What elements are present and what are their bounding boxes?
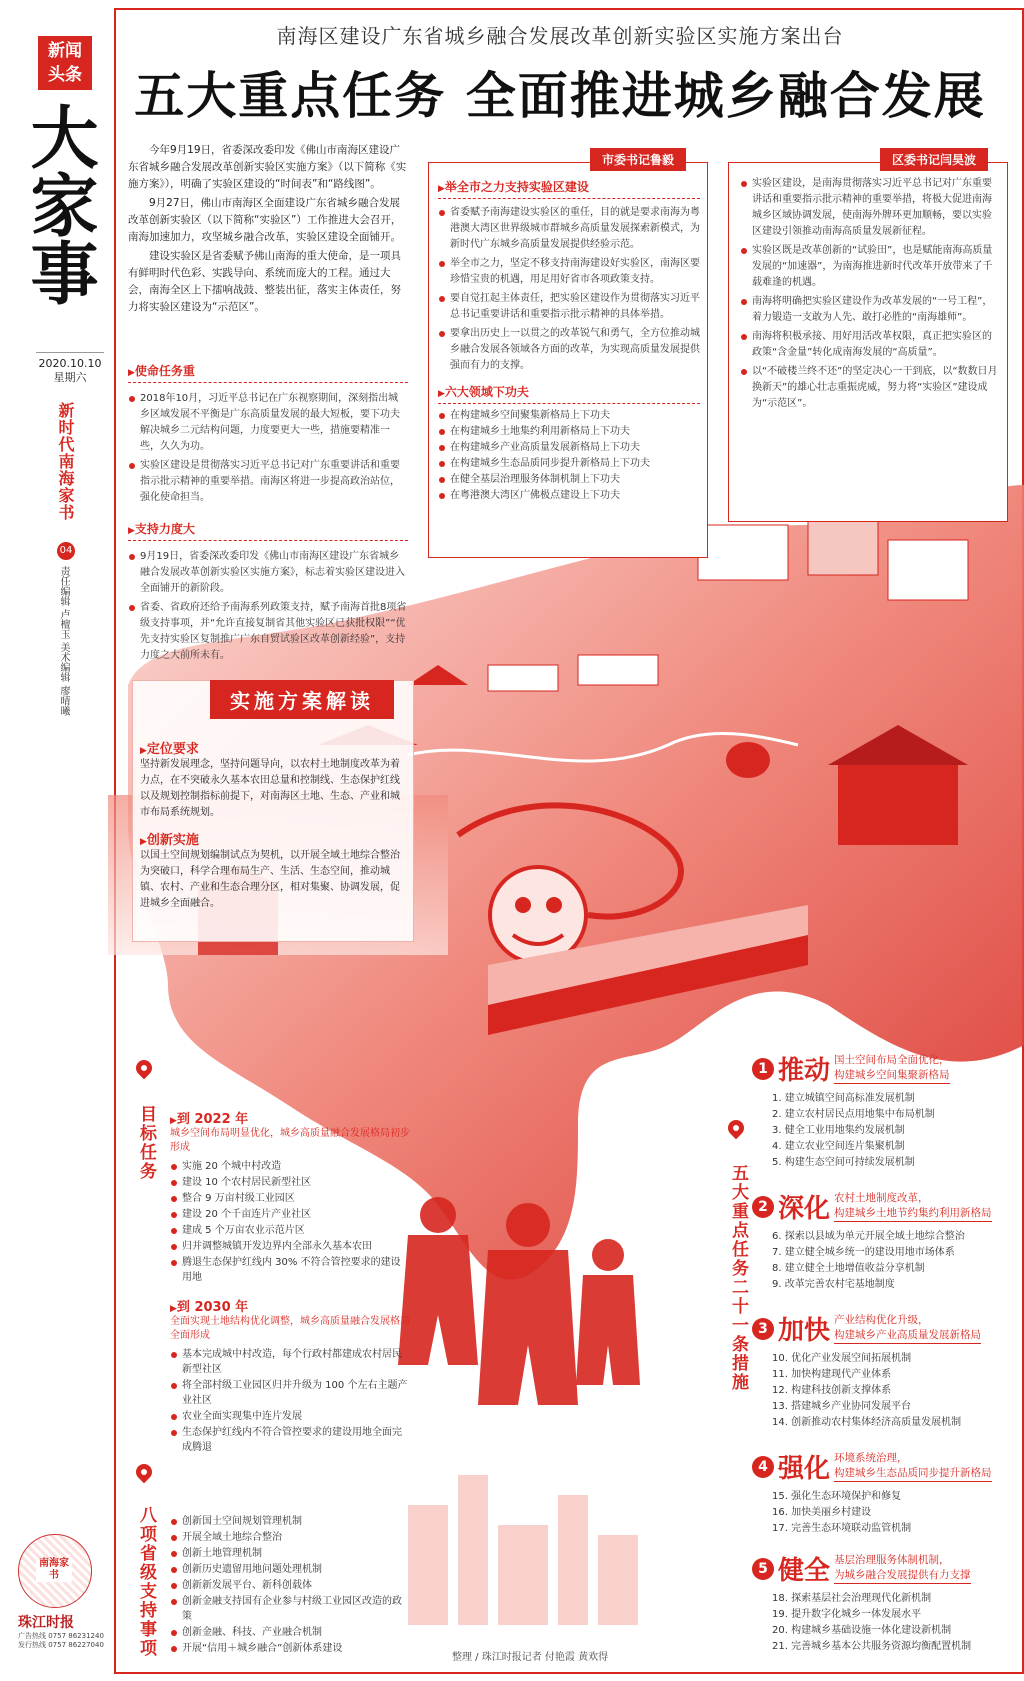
task-4 — [752, 1448, 1014, 1537]
mission-item: 2018年10月，习近平总书记在广东视察期间，深刻指出城乡区域发展不平衡是广东高质量发展的最大短板，要下功夫解决城乡二元结构问题，力度要更大一些，措施要精准一些，久久为功。 — [128, 391, 408, 455]
page-number: 04 — [57, 542, 75, 560]
district-box-item: 实验区建设，是南海贯彻落实习近平总书记对广东重要讲话和重要指示批示精神的重要举措，将极大促进南海城乡区域协调发展，使南海外牌环更加顺畅，要以实验区建设引领推动南海高质量发展新征程。 — [740, 176, 998, 240]
task-measure: 3. 健全工业用地集约发展机制 — [772, 1125, 905, 1136]
task-number: 4 — [752, 1456, 774, 1478]
interpretation-content — [140, 738, 402, 914]
task-1 — [752, 1050, 1014, 1171]
city-box-item: 省委赋予南海建设实验区的重任，目的就是要求南海为粤港澳大湾区世界级城市群城乡高质量发展探索新模式，为新时代广东城乡高质量发展提供经验示范。 — [438, 205, 700, 253]
year-2022-title: ▶ 到 2022 年 — [170, 1108, 410, 1127]
mission-item: 实验区建设是贯彻落实习近平总书记对广东重要讲话和重要指示批示精神的重要举措。南海区将进一步提高政治站位，强化使命担当。 — [128, 458, 408, 506]
badge-line-2: 头条 — [48, 65, 82, 85]
issue-date — [36, 352, 104, 385]
task-2 — [752, 1188, 1014, 1293]
task-description — [834, 1451, 992, 1482]
task-measure: 21. 完善城乡基本公共服务资源均衡配置机制 — [772, 1641, 972, 1652]
province-support-item: 创新金融、科技、产业融合机制 — [170, 1625, 410, 1640]
six-areas-item: 在构建城乡土地集约利用新格局上下功夫 — [438, 424, 700, 439]
year-2030-item: 生态保护红线内不符合管控要求的建设用地全面完成腾退 — [170, 1425, 410, 1455]
support-item: 9月19日，省委深改委印发《佛山市南海区建设广东省城乡融合发展改革创新实验区实施方案》，标志着实验区建设进入全面铺开的新阶段。 — [128, 549, 408, 597]
task-3 — [752, 1310, 1014, 1431]
task-measure: 16. 加快美丽乡村建设 — [772, 1507, 872, 1518]
task-desc-line: 国土空间布局全面优化， — [834, 1054, 950, 1066]
task-5 — [752, 1550, 1014, 1655]
newspaper-info — [18, 1632, 104, 1650]
city-box-item: 举全市之力，坚定不移支持南海建设好实验区，南海区要珍惜宝贵的机遇，用足用好省市各项政策支持。 — [438, 256, 700, 288]
task-measure: 4. 建立农业空间连片集聚机制 — [772, 1141, 905, 1152]
mission-title: ▶ 使命任务重 — [128, 362, 408, 383]
city-secretary-tag: 市委书记鲁毅 — [590, 148, 686, 171]
subtitle: 南海区建设广东省城乡融合发展改革创新实验区实施方案出台 — [276, 24, 844, 48]
distribution-hotline: 发行热线 0757 86227040 — [18, 1641, 104, 1649]
task-measure: 10. 优化产业发展空间拓展机制 — [772, 1353, 912, 1364]
ad-hotline: 广告热线 0757 86231240 — [18, 1632, 104, 1640]
task-desc-line: 基层治理服务体制机制， — [834, 1554, 950, 1566]
task-verb: 强化 — [778, 1454, 831, 1484]
task-desc-line: 环境系统治理， — [834, 1452, 908, 1464]
city-box-item: 要自觉扛起主体责任，把实验区建设作为贯彻落实习近平总书记重要讲话和重要指示批示精神的具体举措。 — [438, 291, 700, 323]
task-description — [834, 1191, 992, 1222]
task-measure: 12. 构建科技创新支撑体系 — [772, 1385, 892, 1396]
task-desc-line: 产业结构优化升级， — [834, 1314, 929, 1326]
six-areas-item: 在构建城乡空间聚集新格局上下功夫 — [438, 408, 700, 423]
year-2030-item: 将全部村级工业园区归并升级为 100 个左右主题产业社区 — [170, 1378, 410, 1408]
task-measure: 7. 建立健全城乡统一的建设用地市场体系 — [772, 1247, 955, 1258]
district-box-item: 南海将积极承接、用好用活改革权限，真正把实验区的政策“含金量”转化成南海发展的“高质量”。 — [740, 329, 998, 361]
task-measure: 11. 加快构建现代产业体系 — [772, 1369, 892, 1380]
task-desc-line: 构建城乡生态品质同步提升新格局 — [834, 1467, 992, 1479]
task-description — [834, 1053, 950, 1084]
year-2030-item: 基本完成城中村改造，每个行政村都建成农村居民新型社区 — [170, 1347, 410, 1377]
task-number: 3 — [752, 1318, 774, 1340]
six-areas-item: 在构建城乡产业高质量发展新格局上下功夫 — [438, 440, 700, 455]
column-name: 新时代南海家书 — [56, 402, 75, 521]
task-verb: 推动 — [778, 1056, 831, 1086]
year-2022-item: 整合 9 万亩村级工业园区 — [170, 1191, 410, 1206]
task-desc-line: 构建城乡产业高质量发展新格局 — [834, 1329, 982, 1341]
task-verb: 深化 — [778, 1194, 831, 1224]
province-support-item: 创新国土空间规划管理机制 — [170, 1514, 410, 1529]
support-section — [128, 520, 408, 667]
province-support-item: 创新土地管理机制 — [170, 1546, 410, 1561]
position-title: ▶ 定位要求 — [140, 738, 402, 757]
year-2022-item: 建成 5 个万亩农业示范片区 — [170, 1223, 410, 1238]
year-2022-desc: 城乡空间布局明显优化，城乡高质量融合发展格局初步形成 — [170, 1128, 410, 1153]
task-verb: 加快 — [778, 1316, 831, 1346]
year-2030-desc: 全面实现土地结构优化调整，城乡高质量融合发展格局全面形成 — [170, 1316, 410, 1341]
mission-section — [128, 362, 408, 509]
city-box-item: 要拿出历史上一以贯之的改革锐气和勇气，全方位推动城乡融合发展各领域各方面的改革，为实现高质量发展提供强而有力的支撑。 — [438, 326, 700, 374]
left-sidebar — [0, 0, 108, 1681]
position-text: 坚持新发展理念，坚持问题导向，以农村土地制度改革为着力点，在不突破永久基本农田总量和控制线、生态保护红线以及规划控制指标前提下，对南海区土地、生态、产业和城市布局系统规划。 — [140, 759, 400, 818]
year-2022-item: 实施 20 个城中村改造 — [170, 1159, 410, 1174]
task-verb: 健全 — [778, 1556, 831, 1586]
six-areas-item: 在健全基层治理服务体制机制上下功夫 — [438, 472, 700, 487]
task-measure: 2. 建立农村居民点用地集中布局机制 — [772, 1109, 935, 1120]
province-support-item: 开展全域土地综合整治 — [170, 1530, 410, 1545]
intro-paragraph: 建设实验区是省委赋予佛山南海的重大使命，是一项具有鲜明时代色彩、实践导向、系统而庞大的工程。通过大会，南海全区上下擂响战鼓、整装出征，落实主体责任，努力将实验区建设为“示范区”。 — [128, 250, 401, 313]
year-2022-item: 建设 20 个千亩连片产业社区 — [170, 1207, 410, 1222]
task-description — [834, 1313, 981, 1344]
date-text: 2020.10.10 — [38, 357, 102, 370]
newspaper-logo: 珠江时报 — [18, 1615, 74, 1631]
district-box-item: 以“不破楼兰终不还”的坚定决心一干到底，以“数数日月换新天”的雄心壮志重振虎威，努力将“实验区”建设成为“示范区”。 — [740, 364, 998, 412]
support-title: ▶ 支持力度大 — [128, 520, 408, 541]
interpretation-banner: 实施方案解读 — [210, 680, 394, 719]
task-measure: 20. 构建城乡基础设施一体化建设新机制 — [772, 1625, 952, 1636]
six-areas-title: ▶ 六大领域下功夫 — [438, 383, 700, 404]
province-support-label: 八项省级支持事项 — [136, 1506, 156, 1658]
province-support-item: 开展“信用＋城乡融合”创新体系建设 — [170, 1641, 410, 1656]
district-box-item: 实验区既是改革创新的“试验田”，也是赋能南海高质量发展的“加速器”，为南海推进新时代改革开放带来了千载难逢的机遇。 — [740, 243, 998, 291]
intro-paragraph: 9月27日，佛山市南海区全面建设广东省城乡融合发展改革创新实验区（以下简称“实验区”）工作推进大会召开，南海加速加力，攻坚城乡融合改革，实验区建设全面铺开。 — [128, 197, 402, 243]
task-desc-line: 为城乡融合发展提供有力支撑 — [834, 1569, 971, 1581]
intro-text — [128, 142, 408, 318]
six-areas-item: 在构建城乡生态品质同步提升新格局上下功夫 — [438, 456, 700, 471]
province-support-item: 创新历史遗留用地问题处理机制 — [170, 1562, 410, 1577]
task-number: 2 — [752, 1196, 774, 1218]
city-secretary-content — [438, 178, 700, 504]
task-desc-line: 构建城乡土地节约集约利用新格局 — [834, 1207, 992, 1219]
innovation-title: ▶ 创新实施 — [140, 829, 402, 848]
district-secretary-tag: 区委书记闫昊波 — [880, 148, 988, 171]
goals-content — [170, 1108, 410, 1456]
task-description — [834, 1553, 971, 1584]
five-tasks-label: 五大重点任务二十一条措施 — [728, 1164, 748, 1392]
district-box-item: 南海将明确把实验区建设作为改革发展的“一号工程”，着力锻造一支敢为人先、敢打必胜的“南海雄师”。 — [740, 294, 998, 326]
task-measure: 9. 改革完善农村宅基地制度 — [772, 1279, 895, 1290]
task-measure: 13. 搭建城乡产业协同发展平台 — [772, 1401, 912, 1412]
support-item: 省委、省政府还给予南海系列政策支持，赋予南海首批8项省级支持事项，并“允许直接复制省其他实验区已获批权限”“优先支持实验区复制推广广东自贸试验区改革创新经验”，支持力度之大前所未有。 — [128, 600, 408, 664]
year-2022-item: 归并调整城镇开发边界内全部永久基本农田 — [170, 1239, 410, 1254]
task-measure: 6. 探索以县域为单元开展全域土地综合整治 — [772, 1231, 965, 1242]
goals-label: 目标任务 — [136, 1105, 156, 1181]
task-measure: 19. 提升数字化城乡一体发展水平 — [772, 1609, 922, 1620]
innovation-text: 以国土空间规划编制试点为契机，以开展全域土地综合整治为突破口，科学合理布局生产、生活、生态空间，推动城镇、农村、产业和生态合理分区，相对集聚、协调发展，促进城乡全面融合。 — [140, 850, 400, 909]
province-support-item: 创新新发展平台、新科创载体 — [170, 1578, 410, 1593]
task-measure: 5. 构建生态空间可持续发展机制 — [772, 1157, 915, 1168]
district-secretary-content — [740, 176, 998, 415]
task-measure: 18. 探索基层社会治理现代化新机制 — [772, 1593, 932, 1604]
task-measure: 15. 强化生态环境保护和修复 — [772, 1491, 902, 1502]
year-2030-title: ▶ 到 2030 年 — [170, 1296, 410, 1315]
intro-paragraph: 今年9月19日，省委深改委印发《佛山市南海区建设广东省城乡融合发展改革创新实验区实施方案》（以下简称《实施方案》），明确了实验区建设的“时间表”和“路线图”。 — [128, 144, 407, 190]
year-2022-item: 腾退生态保护红线内 30% 不符合管控要求的建设用地 — [170, 1255, 410, 1285]
task-desc-line: 农村土地制度改革， — [834, 1192, 929, 1204]
badge-line-1: 新闻 — [48, 41, 82, 61]
task-number: 5 — [752, 1558, 774, 1580]
reporter-credit: 整理 / 珠江时报记者 付艳霞 黄欢得 — [452, 1652, 609, 1663]
year-2022-item: 建设 10 个农村居民新型社区 — [170, 1175, 410, 1190]
task-measure: 8. 建立健全土地增值收益分享机制 — [772, 1263, 925, 1274]
year-2030-item: 农业全面实现集中连片发展 — [170, 1409, 410, 1424]
task-desc-line: 构建城乡空间集聚新格局 — [834, 1069, 950, 1081]
task-measure: 17. 完善生态环境联动监管机制 — [772, 1523, 912, 1534]
province-support-list — [170, 1514, 410, 1657]
editor-credits: 责任编辑 卢檀玉 美术编辑 廖晴曦 — [58, 566, 69, 716]
task-measure: 1. 建立城镇空间高标准发展机制 — [772, 1093, 915, 1104]
section-title: 大家事 — [19, 102, 99, 306]
province-support-item: 创新金融支持国有企业参与村级工业园区改造的政策 — [170, 1594, 410, 1624]
city-box-title: ▶ 举全市之力支持实验区建设 — [438, 178, 700, 199]
task-number: 1 — [752, 1058, 774, 1080]
headline: 五大重点任务 全面推进城乡融合发展 — [134, 66, 986, 125]
task-measure: 14. 创新推动农村集体经济高质量发展机制 — [772, 1417, 962, 1428]
weekday-text: 星期六 — [53, 371, 87, 384]
qr-label: 南海家书 — [36, 1558, 72, 1582]
six-areas-item: 在粤港澳大湾区广佛极点建设上下功夫 — [438, 488, 700, 503]
news-headline-badge — [38, 36, 92, 90]
